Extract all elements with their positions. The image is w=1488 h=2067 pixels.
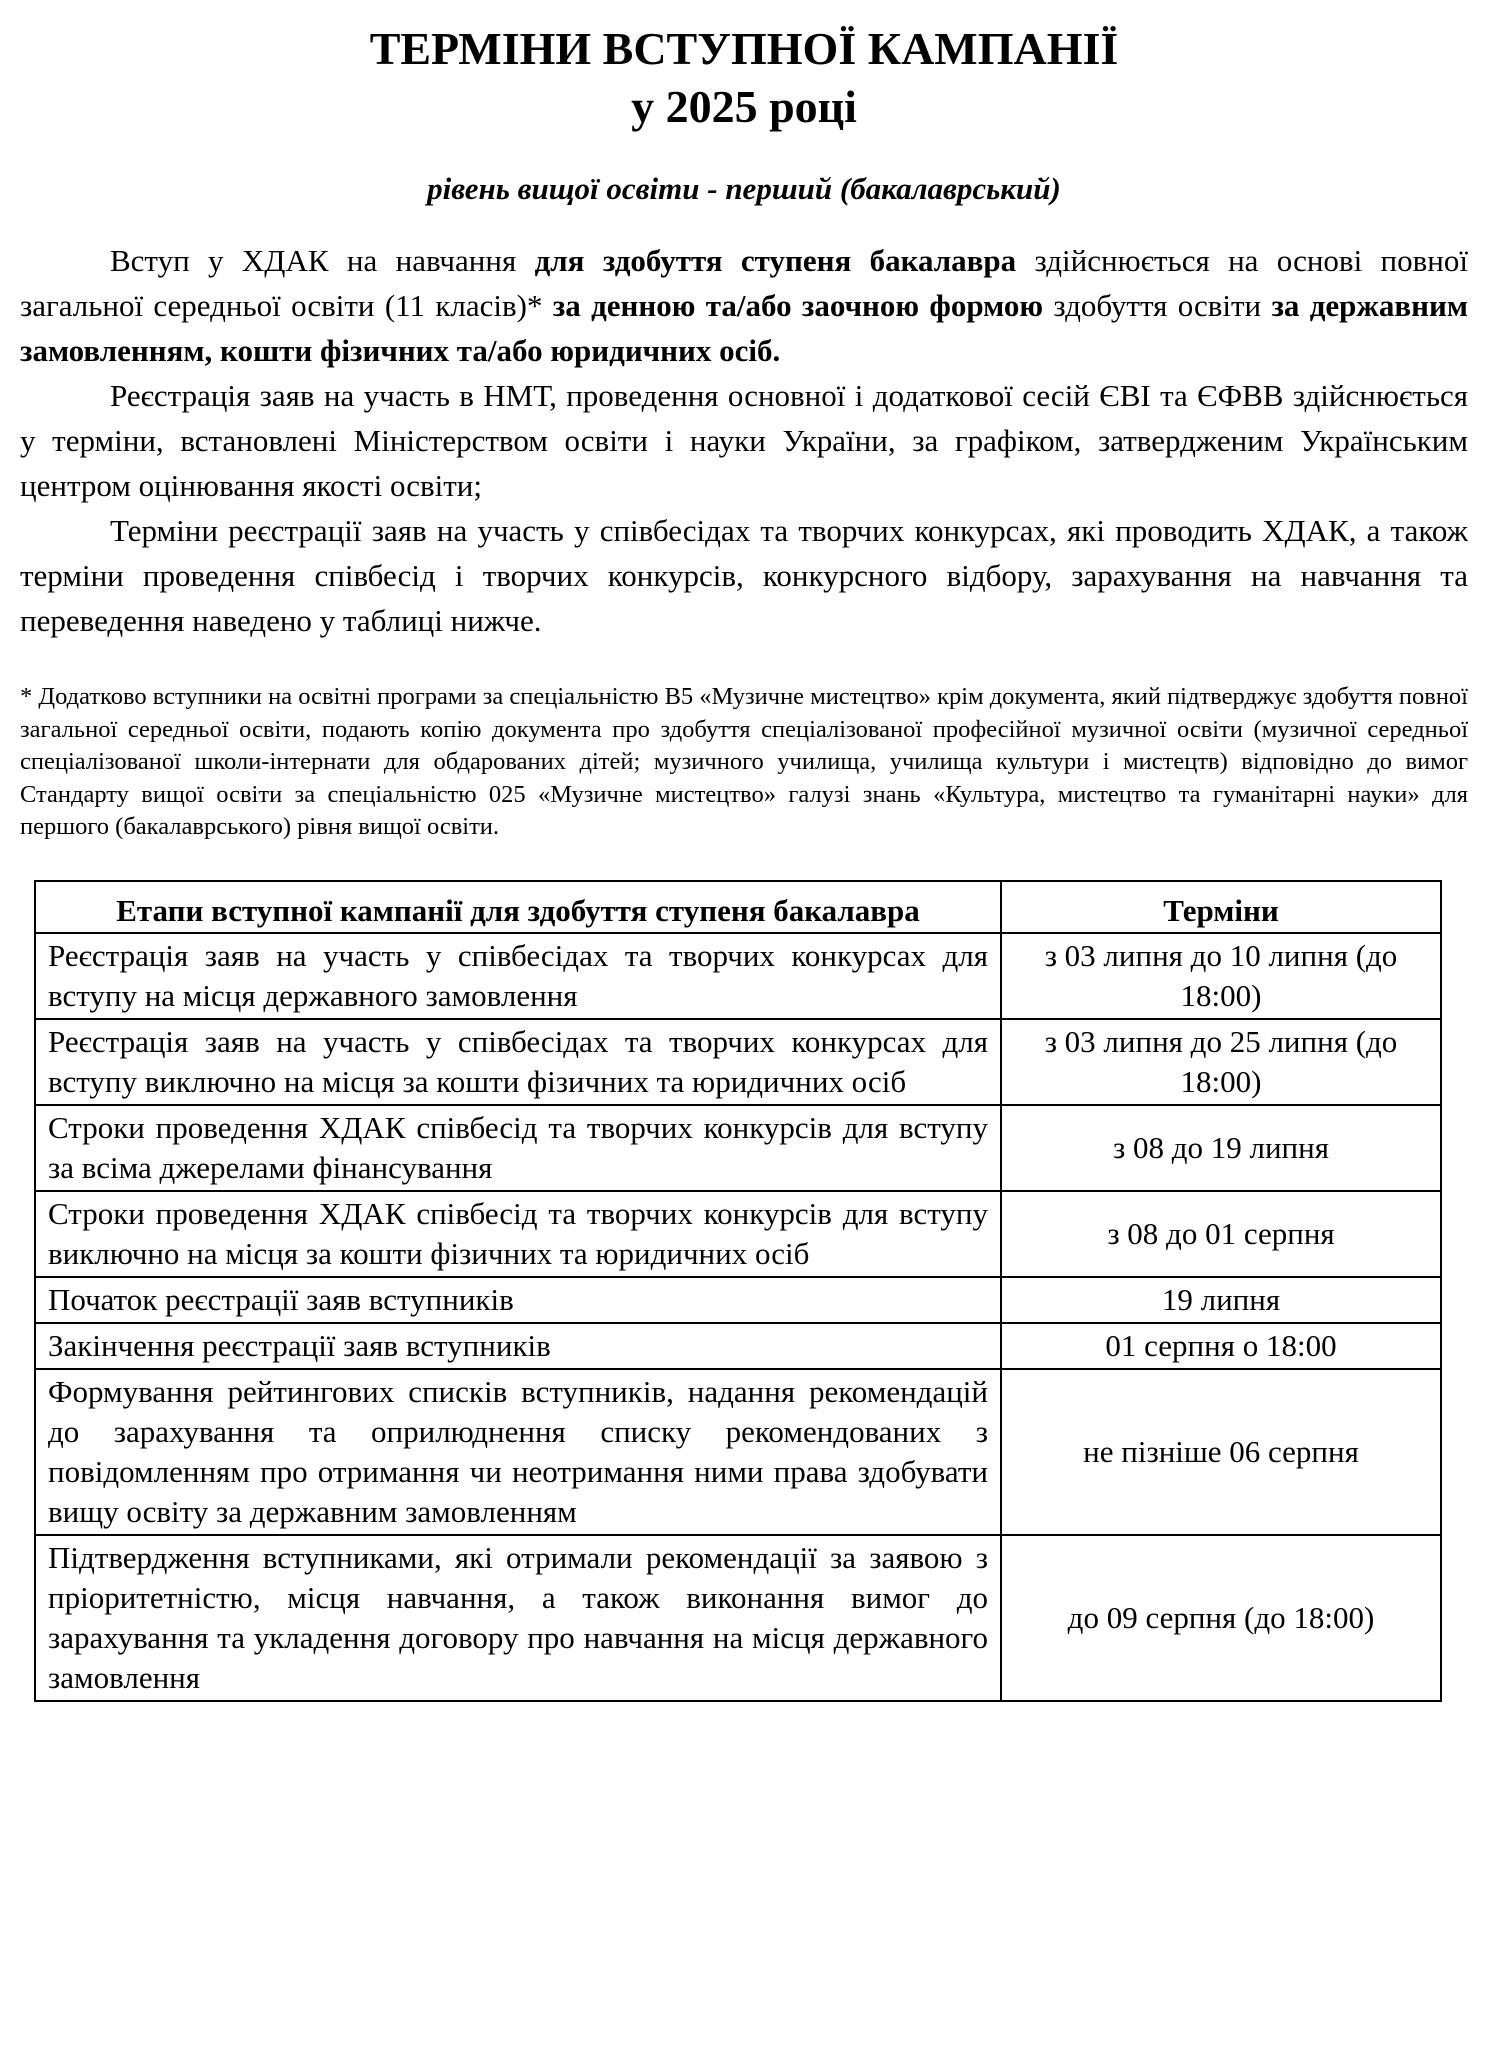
intro-p1-text-3: здобуття освіти	[1043, 288, 1272, 323]
table-row	[35, 933, 1441, 1019]
stage-cell: Строки проведення ХДАК співбесід та творчих конкурсів для вступу виключно на місця за кошти фізичних та юридичних осіб	[35, 1191, 1001, 1277]
admission-schedule-table	[34, 880, 1442, 1702]
term-cell: 01 серпня о 18:00	[1001, 1323, 1441, 1369]
table-header-row	[35, 881, 1441, 933]
footnote: * Додатково вступники на освітні програми за спеціальністю В5 «Музичне мистецтво» крім документа, який підтверджує здобуття повної загальної середньої освіти, подають копію документа про здобуття спеціалізованої професійної музичної освіти (музичної середньої спеціалізованої школи-інтернати для обдарованих дітей; музичного училища, училища культури і мистецтв) відповідно до вимог Стандарту вищої освіти за спеціальністю 025 «Музичне мистецтво» галузі знань «Культура, мистецтво та гуманітарні науки» для першого (бакалаврського) рівня вищої освіти.	[20, 683, 1468, 840]
table-row	[35, 1105, 1441, 1191]
term-cell: 19 липня	[1001, 1277, 1441, 1323]
document-page	[20, 20, 1468, 1702]
stage-cell: Закінчення реєстрації заяв вступників	[35, 1323, 1001, 1369]
intro-paragraph-2: Реєстрація заяв на участь в НМТ, проведення основної і додаткової сесій ЄВІ та ЄФВВ здійснюється у терміни, встановлені Міністерством освіти і науки України, за графіком, затвердженим Українським центром оцінювання якості освіти;	[20, 378, 1468, 503]
term-cell: з 03 липня до 10 липня (до 18:00)	[1001, 933, 1441, 1019]
stage-cell: Строки проведення ХДАК співбесід та творчих конкурсів для вступу за всіма джерелами фінансування	[35, 1105, 1001, 1191]
term-cell: до 09 серпня (до 18:00)	[1001, 1535, 1441, 1701]
table-row	[35, 1323, 1441, 1369]
intro-paragraph-3: Терміни реєстрації заяв на участь у співбесідах та творчих конкурсах, які проводить ХДАК, а також терміни проведення співбесід і творчих конкурсів, конкурсного відбору, зарахування на навчання та переведення наведено у таблиці нижче.	[20, 513, 1468, 638]
stage-cell: Реєстрація заяв на участь у співбесідах та творчих конкурсах для вступу на місця державного замовлення	[35, 933, 1001, 1019]
term-cell: не пізніше 06 серпня	[1001, 1369, 1441, 1535]
intro-p1-text-2: здійснюється на основі повної загальної середньої освіти (11 класів)*	[20, 243, 1468, 323]
term-column-header: Терміни	[1001, 881, 1441, 933]
intro-paragraph-1	[20, 238, 1468, 373]
table-row	[35, 1191, 1441, 1277]
stage-cell: Реєстрація заяв на участь у співбесідах та творчих конкурсах для вступу виключно на місця за кошти фізичних та юридичних осіб	[35, 1019, 1001, 1105]
stage-cell: Підтвердження вступниками, які отримали рекомендації за заявою з пріоритетністю, місця навчання, а також виконання вимог до зарахування та укладення договору про навчання на місця державного замовлення	[35, 1535, 1001, 1701]
intro-p1-bold-1: для здобуття ступеня бакалавра	[534, 243, 1017, 278]
term-cell: з 08 до 19 липня	[1001, 1105, 1441, 1191]
table-row	[35, 1369, 1441, 1535]
table-row	[35, 1277, 1441, 1323]
intro-p1-bold-2: за денною та/або заочною формою	[552, 288, 1044, 323]
stage-cell: Формування рейтингових списків вступників, надання рекомендацій до зарахування та оприлюднення списку рекомендованих з повідомленням про отримання чи неотримання ними права здобувати вищу освіту за державним замовленням	[35, 1369, 1001, 1535]
education-level-subtitle: рівень вищої освіти - перший (бакалаврський)	[427, 171, 1061, 206]
table-row	[35, 1535, 1441, 1701]
intro-p1-bold-3: за державним замовленням, кошти фізичних та/або юридичних осіб.	[20, 288, 1468, 368]
stage-cell: Початок реєстрації заяв вступників	[35, 1277, 1001, 1323]
term-cell: з 08 до 01 серпня	[1001, 1191, 1441, 1277]
table-row	[35, 1019, 1441, 1105]
title-line-1: ТЕРМІНИ ВСТУПНОЇ КАМПАНІЇ	[369, 23, 1119, 74]
page-title	[20, 20, 1468, 136]
intro-p1-text-1: Вступ у ХДАК на навчання	[110, 243, 535, 278]
term-cell: з 03 липня до 25 липня (до 18:00)	[1001, 1019, 1441, 1105]
title-line-2: у 2025 році	[631, 81, 857, 132]
stage-column-header: Етапи вступної кампанії для здобуття ступеня бакалавра	[35, 881, 1001, 933]
